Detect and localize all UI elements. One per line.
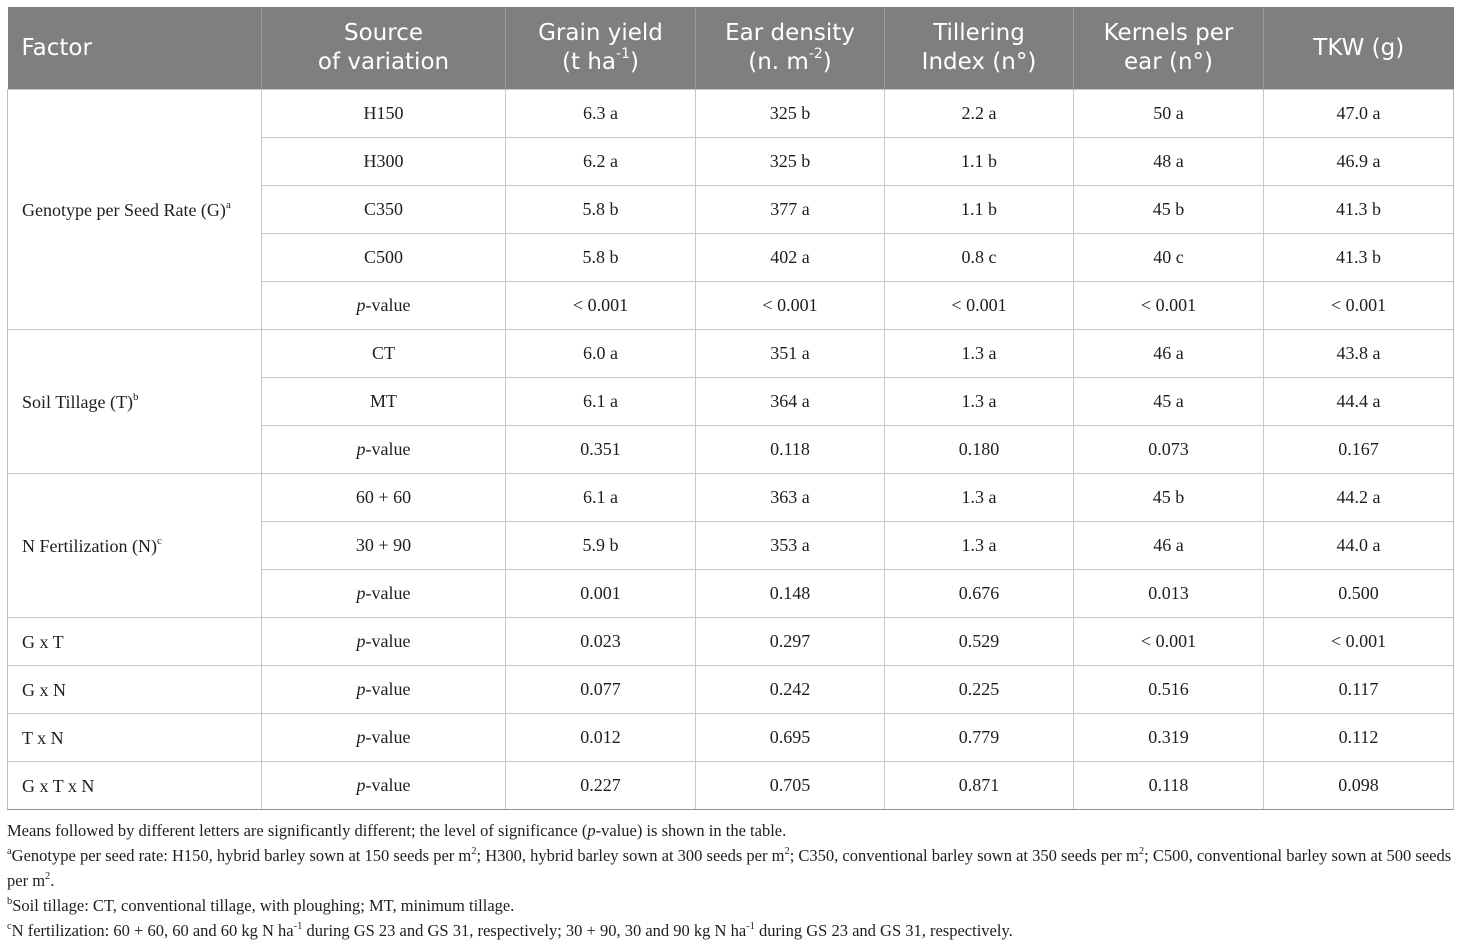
source-cell: CT (262, 330, 506, 378)
p-value-label: p-value (262, 762, 506, 810)
tillering-cell: 1.3 a (885, 330, 1074, 378)
ear-density-cell: 377 a (696, 186, 885, 234)
tillering-cell: 1.1 b (885, 186, 1074, 234)
ear-density-cell: 353 a (696, 522, 885, 570)
source-cell: MT (262, 378, 506, 426)
ear-density-cell: 0.705 (696, 762, 885, 810)
tkw-cell: 44.4 a (1264, 378, 1454, 426)
header-tillering-index: Tillering Index (n°) (885, 7, 1074, 90)
tkw-cell: 0.112 (1264, 714, 1454, 762)
grain-yield-cell: 5.8 b (506, 186, 696, 234)
source-cell: 60 + 60 (262, 474, 506, 522)
kernels-cell: 0.073 (1074, 426, 1264, 474)
p-value-label: p-value (262, 714, 506, 762)
tillering-cell: 1.1 b (885, 138, 1074, 186)
ear-density-cell: 364 a (696, 378, 885, 426)
kernels-cell: 45 a (1074, 378, 1264, 426)
results-table (7, 7, 1454, 810)
tillering-cell: 0.225 (885, 666, 1074, 714)
header-ear-density: Ear density (n. $m^{-2}$) (696, 7, 885, 90)
grain-yield-cell: 6.2 a (506, 138, 696, 186)
tkw-cell: 44.0 a (1264, 522, 1454, 570)
grain-yield-cell: 0.351 (506, 426, 696, 474)
tillering-cell: 0.529 (885, 618, 1074, 666)
grain-yield-cell: 0.077 (506, 666, 696, 714)
tillering-cell: 1.3 a (885, 474, 1074, 522)
tkw-cell: 47.0 a (1264, 90, 1454, 138)
grain-yield-cell: 5.9 b (506, 522, 696, 570)
ear-density-cell: < 0.001 (696, 282, 885, 330)
tkw-cell: 0.117 (1264, 666, 1454, 714)
ear-density-cell: 325 b (696, 138, 885, 186)
table-footnotes (7, 818, 1455, 943)
header-source: Source of variation (262, 7, 506, 90)
footnote-significance: Means followed by different letters are significantly different; the level of significance (p-value) is shown in the table. (7, 821, 787, 840)
tkw-cell: 41.3 b (1264, 234, 1454, 282)
tkw-cell: < 0.001 (1264, 282, 1454, 330)
ear-density-cell: 402 a (696, 234, 885, 282)
tillering-cell: 0.8 c (885, 234, 1074, 282)
tkw-cell: 0.500 (1264, 570, 1454, 618)
source-cell: H300 (262, 138, 506, 186)
header-kernels-per-ear: Kernels per ear (n°) (1074, 7, 1264, 90)
tillering-cell: 1.3 a (885, 378, 1074, 426)
kernels-cell: 46 a (1074, 522, 1264, 570)
factor-g-x-t: G x T (8, 618, 262, 666)
grain-yield-cell: < 0.001 (506, 282, 696, 330)
grain-yield-cell: 0.012 (506, 714, 696, 762)
ear-density-cell: 0.297 (696, 618, 885, 666)
p-value-label: p-value (262, 618, 506, 666)
tkw-cell: 43.8 a (1264, 330, 1454, 378)
kernels-cell: 48 a (1074, 138, 1264, 186)
p-value-label: p-value (262, 282, 506, 330)
kernels-cell: 45 b (1074, 186, 1264, 234)
table-row (8, 714, 1454, 762)
kernels-cell: 45 b (1074, 474, 1264, 522)
ear-density-cell: 0.148 (696, 570, 885, 618)
kernels-cell: < 0.001 (1074, 282, 1264, 330)
ear-density-cell: 0.695 (696, 714, 885, 762)
ear-density-cell: 0.242 (696, 666, 885, 714)
ear-density-cell: 325 b (696, 90, 885, 138)
tkw-cell: 0.098 (1264, 762, 1454, 810)
factor-n-fertilization: N Fertilization $(N)^c$ (8, 474, 262, 618)
tillering-cell: 1.3 a (885, 522, 1074, 570)
footnote-genotype: $^a$Genotype per seed rate: H150, hybrid barley sown at 150 seeds per $m^2$; H300, hybrid barley sown at 300 seeds per $m^2$; C350, conventional barley sown at 350 seeds per $m^2$; C500, conventional barley sown at 500 seeds per $m^2$. (7, 845, 1452, 890)
header-tkw: TKW (g) (1264, 7, 1454, 90)
tkw-cell: 0.167 (1264, 426, 1454, 474)
tkw-cell: 44.2 a (1264, 474, 1454, 522)
kernels-cell: 0.319 (1074, 714, 1264, 762)
tillering-cell: 0.871 (885, 762, 1074, 810)
factor-t-x-n: T x N (8, 714, 262, 762)
tillering-cell: 2.2 a (885, 90, 1074, 138)
tillering-cell: 0.676 (885, 570, 1074, 618)
source-cell: C350 (262, 186, 506, 234)
kernels-cell: 40 c (1074, 234, 1264, 282)
table-row (8, 474, 1454, 522)
grain-yield-cell: 5.8 b (506, 234, 696, 282)
table-row (8, 618, 1454, 666)
grain-yield-cell: 6.1 a (506, 474, 696, 522)
factor-genotype: Genotype per Seed Rate $(G)^a$ (8, 90, 262, 330)
grain-yield-cell: 6.3 a (506, 90, 696, 138)
ear-density-cell: 0.118 (696, 426, 885, 474)
grain-yield-cell: 0.023 (506, 618, 696, 666)
p-value-label: p-value (262, 666, 506, 714)
footnote-n-fertilization: $^c$N fertilization: 60 + 60, 60 and 60 kg N $ha^{-1}$ during GS 23 and GS 31, respectively; 30 + 90, 30 and 90 kg N $ha^{-1}$ during GS 23 and GS 31, respectively. (7, 920, 1013, 940)
results-table-container (7, 7, 1453, 810)
table-row (8, 666, 1454, 714)
factor-g-x-t-x-n: G x T x N (8, 762, 262, 810)
ear-density-cell: 363 a (696, 474, 885, 522)
ear-density-cell: 351 a (696, 330, 885, 378)
factor-soil-tillage: Soil Tillage $(T)^b$ (8, 330, 262, 474)
kernels-cell: 0.118 (1074, 762, 1264, 810)
header-row (8, 7, 1454, 90)
tillering-cell: 0.779 (885, 714, 1074, 762)
grain-yield-cell: 0.001 (506, 570, 696, 618)
tkw-cell: 41.3 b (1264, 186, 1454, 234)
kernels-cell: 0.013 (1074, 570, 1264, 618)
p-value-label: p-value (262, 570, 506, 618)
table-row (8, 762, 1454, 810)
grain-yield-cell: 6.0 a (506, 330, 696, 378)
footnote-soil-tillage: $^b$Soil tillage: CT, conventional tillage, with ploughing; MT, minimum tillage. (7, 895, 515, 915)
source-cell: H150 (262, 90, 506, 138)
source-cell: 30 + 90 (262, 522, 506, 570)
tkw-cell: 46.9 a (1264, 138, 1454, 186)
kernels-cell: 46 a (1074, 330, 1264, 378)
kernels-cell: < 0.001 (1074, 618, 1264, 666)
header-grain-yield: Grain yield (t $ha^{-1}$) (506, 7, 696, 90)
table-row (8, 330, 1454, 378)
source-cell: C500 (262, 234, 506, 282)
factor-g-x-n: G x N (8, 666, 262, 714)
grain-yield-cell: 6.1 a (506, 378, 696, 426)
kernels-cell: 50 a (1074, 90, 1264, 138)
tillering-cell: < 0.001 (885, 282, 1074, 330)
tillering-cell: 0.180 (885, 426, 1074, 474)
p-value-label: p-value (262, 426, 506, 474)
tkw-cell: < 0.001 (1264, 618, 1454, 666)
table-row (8, 90, 1454, 138)
grain-yield-cell: 0.227 (506, 762, 696, 810)
kernels-cell: 0.516 (1074, 666, 1264, 714)
header-factor: Factor (8, 7, 262, 90)
